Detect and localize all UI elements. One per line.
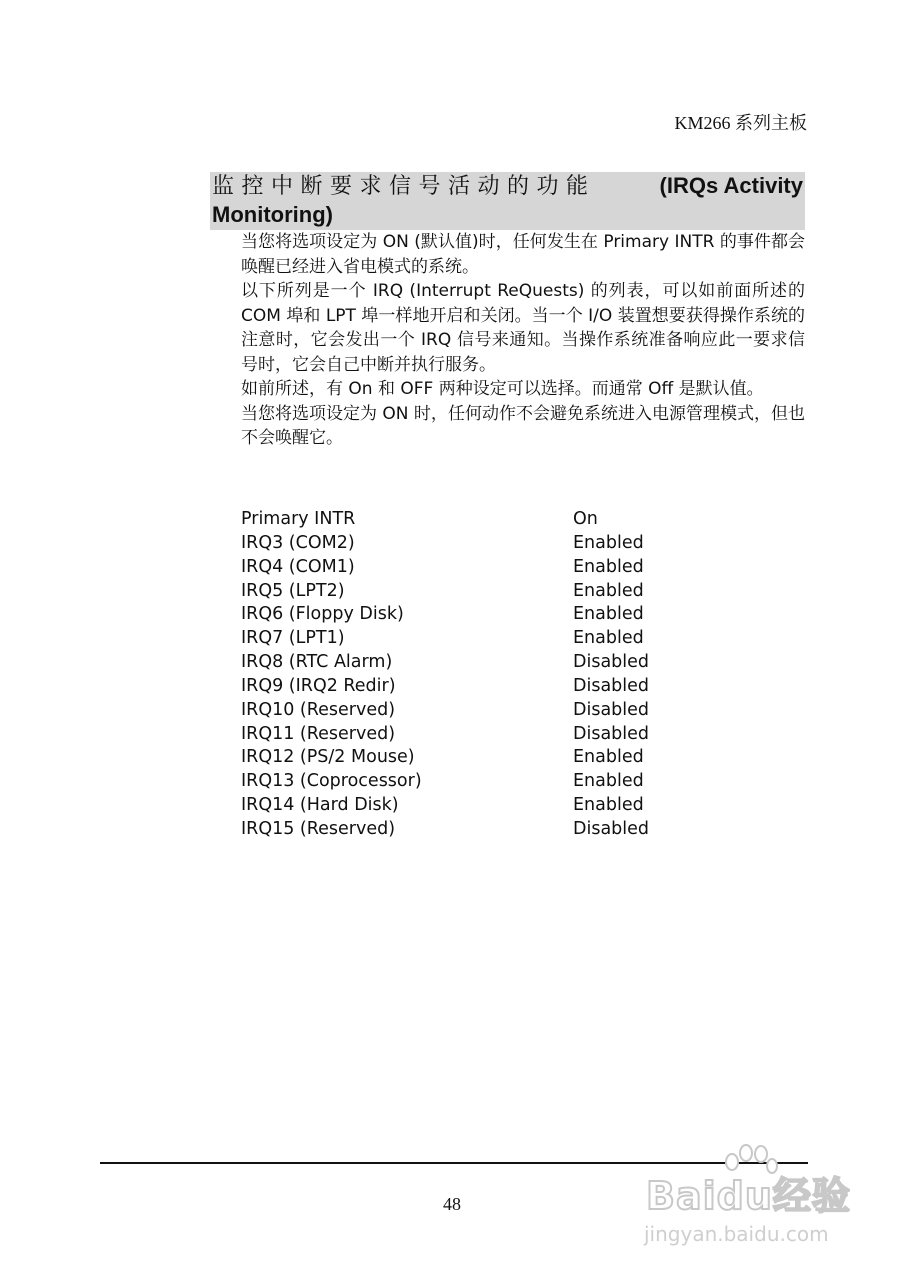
page-header: KM266 系列主板	[674, 113, 807, 133]
setting-row	[241, 651, 721, 675]
setting-label: IRQ11 (Reserved)	[241, 723, 396, 744]
setting-label: IRQ6 (Floppy Disk)	[241, 604, 404, 625]
paragraph: 当您将选项设定为 ON (默认值)时，任何发生在 Primary INTR 的事件都会唤醒已经进入省电模式的系统。	[241, 232, 805, 277]
setting-value: Enabled	[573, 580, 644, 601]
setting-label: IRQ5 (LPT2)	[241, 580, 345, 601]
setting-label: IRQ7 (LPT1)	[241, 628, 345, 649]
setting-row	[241, 556, 721, 580]
paragraph: 如前所述，有 On 和 OFF 两种设定可以选择。而通常 Off 是默认值。	[241, 379, 764, 399]
paragraph: 当您将选项设定为 ON 时，任何动作不会避免系统进入电源管理模式，但也不会唤醒它。	[241, 403, 805, 448]
setting-row	[241, 508, 721, 532]
setting-row	[241, 770, 721, 794]
setting-value: Enabled	[573, 747, 644, 768]
setting-row	[241, 627, 721, 651]
setting-row	[241, 746, 721, 770]
setting-value: Enabled	[573, 628, 644, 649]
setting-row	[241, 699, 721, 723]
watermark-logo-text: Baidu经验	[646, 1174, 851, 1218]
setting-label: Primary INTR	[241, 509, 356, 529]
section-title-en: (IRQs Activity	[659, 173, 803, 198]
setting-row	[241, 603, 721, 627]
setting-row	[241, 580, 721, 604]
setting-label: IRQ14 (Hard Disk)	[241, 795, 399, 816]
setting-value: Enabled	[573, 556, 644, 577]
baidu-watermark	[640, 1140, 890, 1260]
setting-value: Enabled	[573, 532, 644, 553]
section-title	[210, 172, 805, 230]
setting-label: IRQ8 (RTC Alarm)	[241, 652, 393, 673]
setting-row	[241, 723, 721, 747]
setting-row	[241, 794, 721, 818]
section-title-zh: 监控中断要求信号活动的功能	[212, 174, 596, 199]
setting-label: IRQ10 (Reserved)	[241, 699, 396, 720]
setting-value: Disabled	[573, 818, 650, 839]
watermark-url: jingyan.baidu.com	[644, 1222, 829, 1246]
irq-settings-list	[241, 508, 721, 842]
page-number: 48	[443, 1194, 461, 1214]
setting-value: Enabled	[573, 604, 644, 625]
setting-label: IRQ13 (Coprocessor)	[241, 771, 422, 792]
section-title-line1	[212, 172, 803, 201]
setting-label: IRQ3 (COM2)	[241, 532, 355, 553]
setting-value: Enabled	[573, 771, 644, 792]
section-title-en-continued: Monitoring)	[212, 202, 333, 227]
setting-value: Disabled	[573, 723, 650, 744]
setting-label: IRQ15 (Reserved)	[241, 818, 396, 839]
setting-row	[241, 675, 721, 699]
setting-row	[241, 532, 721, 556]
setting-row	[241, 818, 721, 842]
setting-value: Disabled	[573, 675, 650, 696]
setting-label: IRQ12 (PS/2 Mouse)	[241, 747, 415, 768]
setting-label: IRQ4 (COM1)	[241, 556, 355, 577]
body-text	[241, 230, 805, 451]
setting-value: Enabled	[573, 795, 644, 816]
setting-label: IRQ9 (IRQ2 Redir)	[241, 675, 396, 696]
paragraph: 以下所列是一个 IRQ (Interrupt ReQuests) 的列表，可以如前面所述的 COM 埠和 LPT 埠一样地开启和关闭。当一个 I/O 装置想要获得操作系统的注意时，它会发出一个 IRQ 信号来通知。当操作系统准备响应此一要求信号时，它会自己中断并执行服务。	[241, 281, 805, 375]
setting-value: On	[573, 509, 598, 529]
setting-value: Disabled	[573, 699, 650, 720]
setting-value: Disabled	[573, 652, 650, 673]
